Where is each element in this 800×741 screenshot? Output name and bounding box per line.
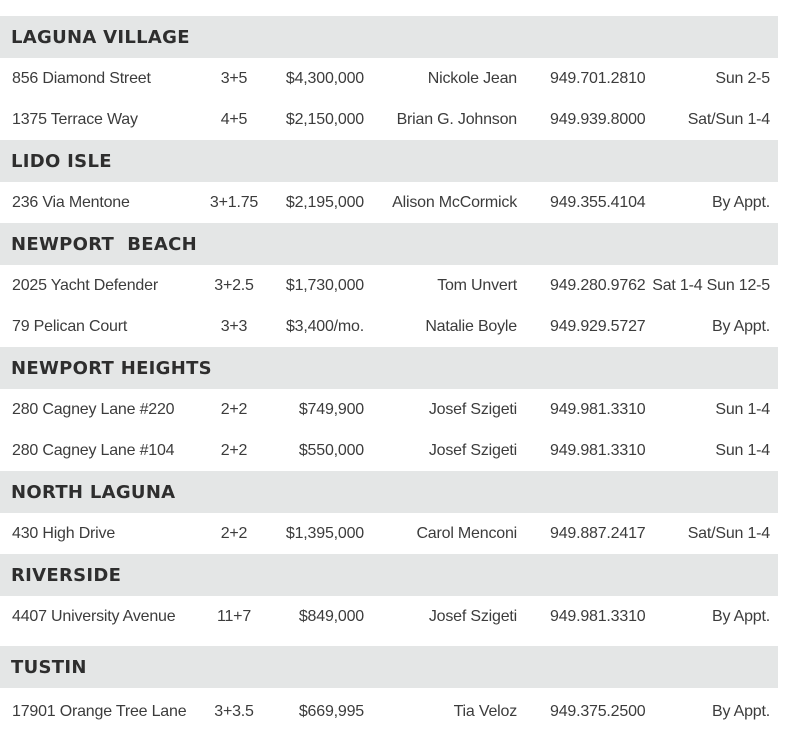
listing-row: [0, 265, 778, 306]
open-house-listings: [0, 16, 778, 736]
listing-row: [0, 430, 778, 471]
listing-address: 79 Pelican Court: [12, 318, 128, 335]
listing-row: [0, 306, 778, 347]
listing-address: 4407 University Avenue: [12, 608, 176, 625]
listing-address: 1375 Terrace Way: [12, 111, 138, 128]
listing-address: 280 Cagney Lane #220: [12, 401, 175, 418]
section-title: NORTH LAGUNA: [11, 481, 176, 503]
listing-row: [0, 58, 778, 99]
listing-agent: Josef Szigeti: [428, 401, 517, 418]
listing-row: [0, 688, 778, 736]
listing-phone: 949.939.8000: [550, 111, 646, 128]
listing-price: $749,900: [298, 401, 364, 418]
listing-address: 17901 Orange Tree Lane: [12, 703, 187, 720]
listing-price: $2,195,000: [285, 194, 364, 211]
listing-price: $849,000: [298, 608, 364, 625]
listing-hours: By Appt.: [712, 608, 770, 625]
listing-phone: 949.701.2810: [550, 70, 646, 87]
listing-row: [0, 389, 778, 430]
section-title: LIDO ISLE: [11, 150, 112, 172]
section-header-laguna-village: [0, 16, 778, 58]
listing-hours: By Appt.: [712, 703, 770, 720]
listing-beds-baths: 3+1.75: [209, 194, 259, 211]
listing-hours: Sun 1-4: [715, 442, 770, 459]
section-header-newport-heights: [0, 347, 778, 389]
listing-phone: 949.887.2417: [550, 525, 646, 542]
section-title: NEWPORT HEIGHTS: [11, 357, 212, 379]
section-title: RIVERSIDE: [11, 564, 122, 586]
listing-price: $669,995: [298, 703, 364, 720]
listing-agent: Carol Menconi: [416, 525, 517, 542]
listing-hours: Sun 1-4: [715, 401, 770, 418]
listing-address: 280 Cagney Lane #104: [12, 442, 175, 459]
listing-price: $1,395,000: [285, 525, 364, 542]
listing-row: [0, 513, 778, 554]
listing-beds-baths: 3+5: [220, 70, 248, 87]
listing-row: [0, 99, 778, 140]
listing-address: 856 Diamond Street: [12, 70, 151, 87]
listing-agent: Nickole Jean: [427, 70, 517, 87]
listing-beds-baths: 3+2.5: [214, 277, 254, 294]
listing-phone: 949.981.3310: [550, 608, 646, 625]
listing-phone: 949.929.5727: [550, 318, 646, 335]
section-title: LAGUNA VILLAGE: [11, 26, 190, 48]
listing-phone: 949.981.3310: [550, 442, 646, 459]
section-title: NEWPORT BEACH: [11, 233, 197, 255]
listing-phone: 949.375.2500: [550, 703, 646, 720]
listing-hours: By Appt.: [712, 318, 770, 335]
listing-hours: By Appt.: [712, 194, 770, 211]
section-title: TUSTIN: [11, 656, 87, 678]
listing-agent: Brian G. Johnson: [396, 111, 517, 128]
listing-beds-baths: 11+7: [216, 608, 252, 625]
listing-beds-baths: 2+2: [220, 401, 248, 418]
listing-agent: Tia Veloz: [453, 703, 517, 720]
section-spacer: [0, 637, 778, 646]
listing-price: $3,400/mo.: [285, 318, 364, 335]
section-header-tustin: [0, 646, 778, 688]
listing-hours: Sun 2-5: [715, 70, 770, 87]
listing-beds-baths: 2+2: [220, 525, 248, 542]
listing-row: [0, 182, 778, 223]
section-header-newport-beach: [0, 223, 778, 265]
listing-beds-baths: 4+5: [220, 111, 248, 128]
listing-agent: Josef Szigeti: [428, 442, 517, 459]
listing-agent: Tom Unvert: [437, 277, 517, 294]
listing-row: [0, 596, 778, 637]
listing-beds-baths: 3+3: [220, 318, 248, 335]
listing-address: 2025 Yacht Defender: [12, 277, 158, 294]
listing-agent: Alison McCormick: [392, 194, 517, 211]
section-header-riverside: [0, 554, 778, 596]
listing-price: $4,300,000: [285, 70, 364, 87]
listing-price: $550,000: [298, 442, 364, 459]
section-header-north-laguna: [0, 471, 778, 513]
listing-beds-baths: 3+3.5: [214, 703, 254, 720]
listing-agent: Natalie Boyle: [425, 318, 517, 335]
listing-price: $2,150,000: [285, 111, 364, 128]
listing-hours: Sat/Sun 1-4: [687, 111, 770, 128]
listing-phone: 949.981.3310: [550, 401, 646, 418]
listing-price: $1,730,000: [285, 277, 364, 294]
listing-phone: 949.280.9762: [550, 277, 646, 294]
listing-hours: Sat 1-4 Sun 12-5: [652, 277, 770, 294]
listing-address: 430 High Drive: [12, 525, 116, 542]
listing-hours: Sat/Sun 1-4: [687, 525, 770, 542]
listing-agent: Josef Szigeti: [428, 608, 517, 625]
listing-address: 236 Via Mentone: [12, 194, 130, 211]
listing-beds-baths: 2+2: [220, 442, 248, 459]
listing-phone: 949.355.4104: [550, 194, 646, 211]
section-header-lido-isle: [0, 140, 778, 182]
